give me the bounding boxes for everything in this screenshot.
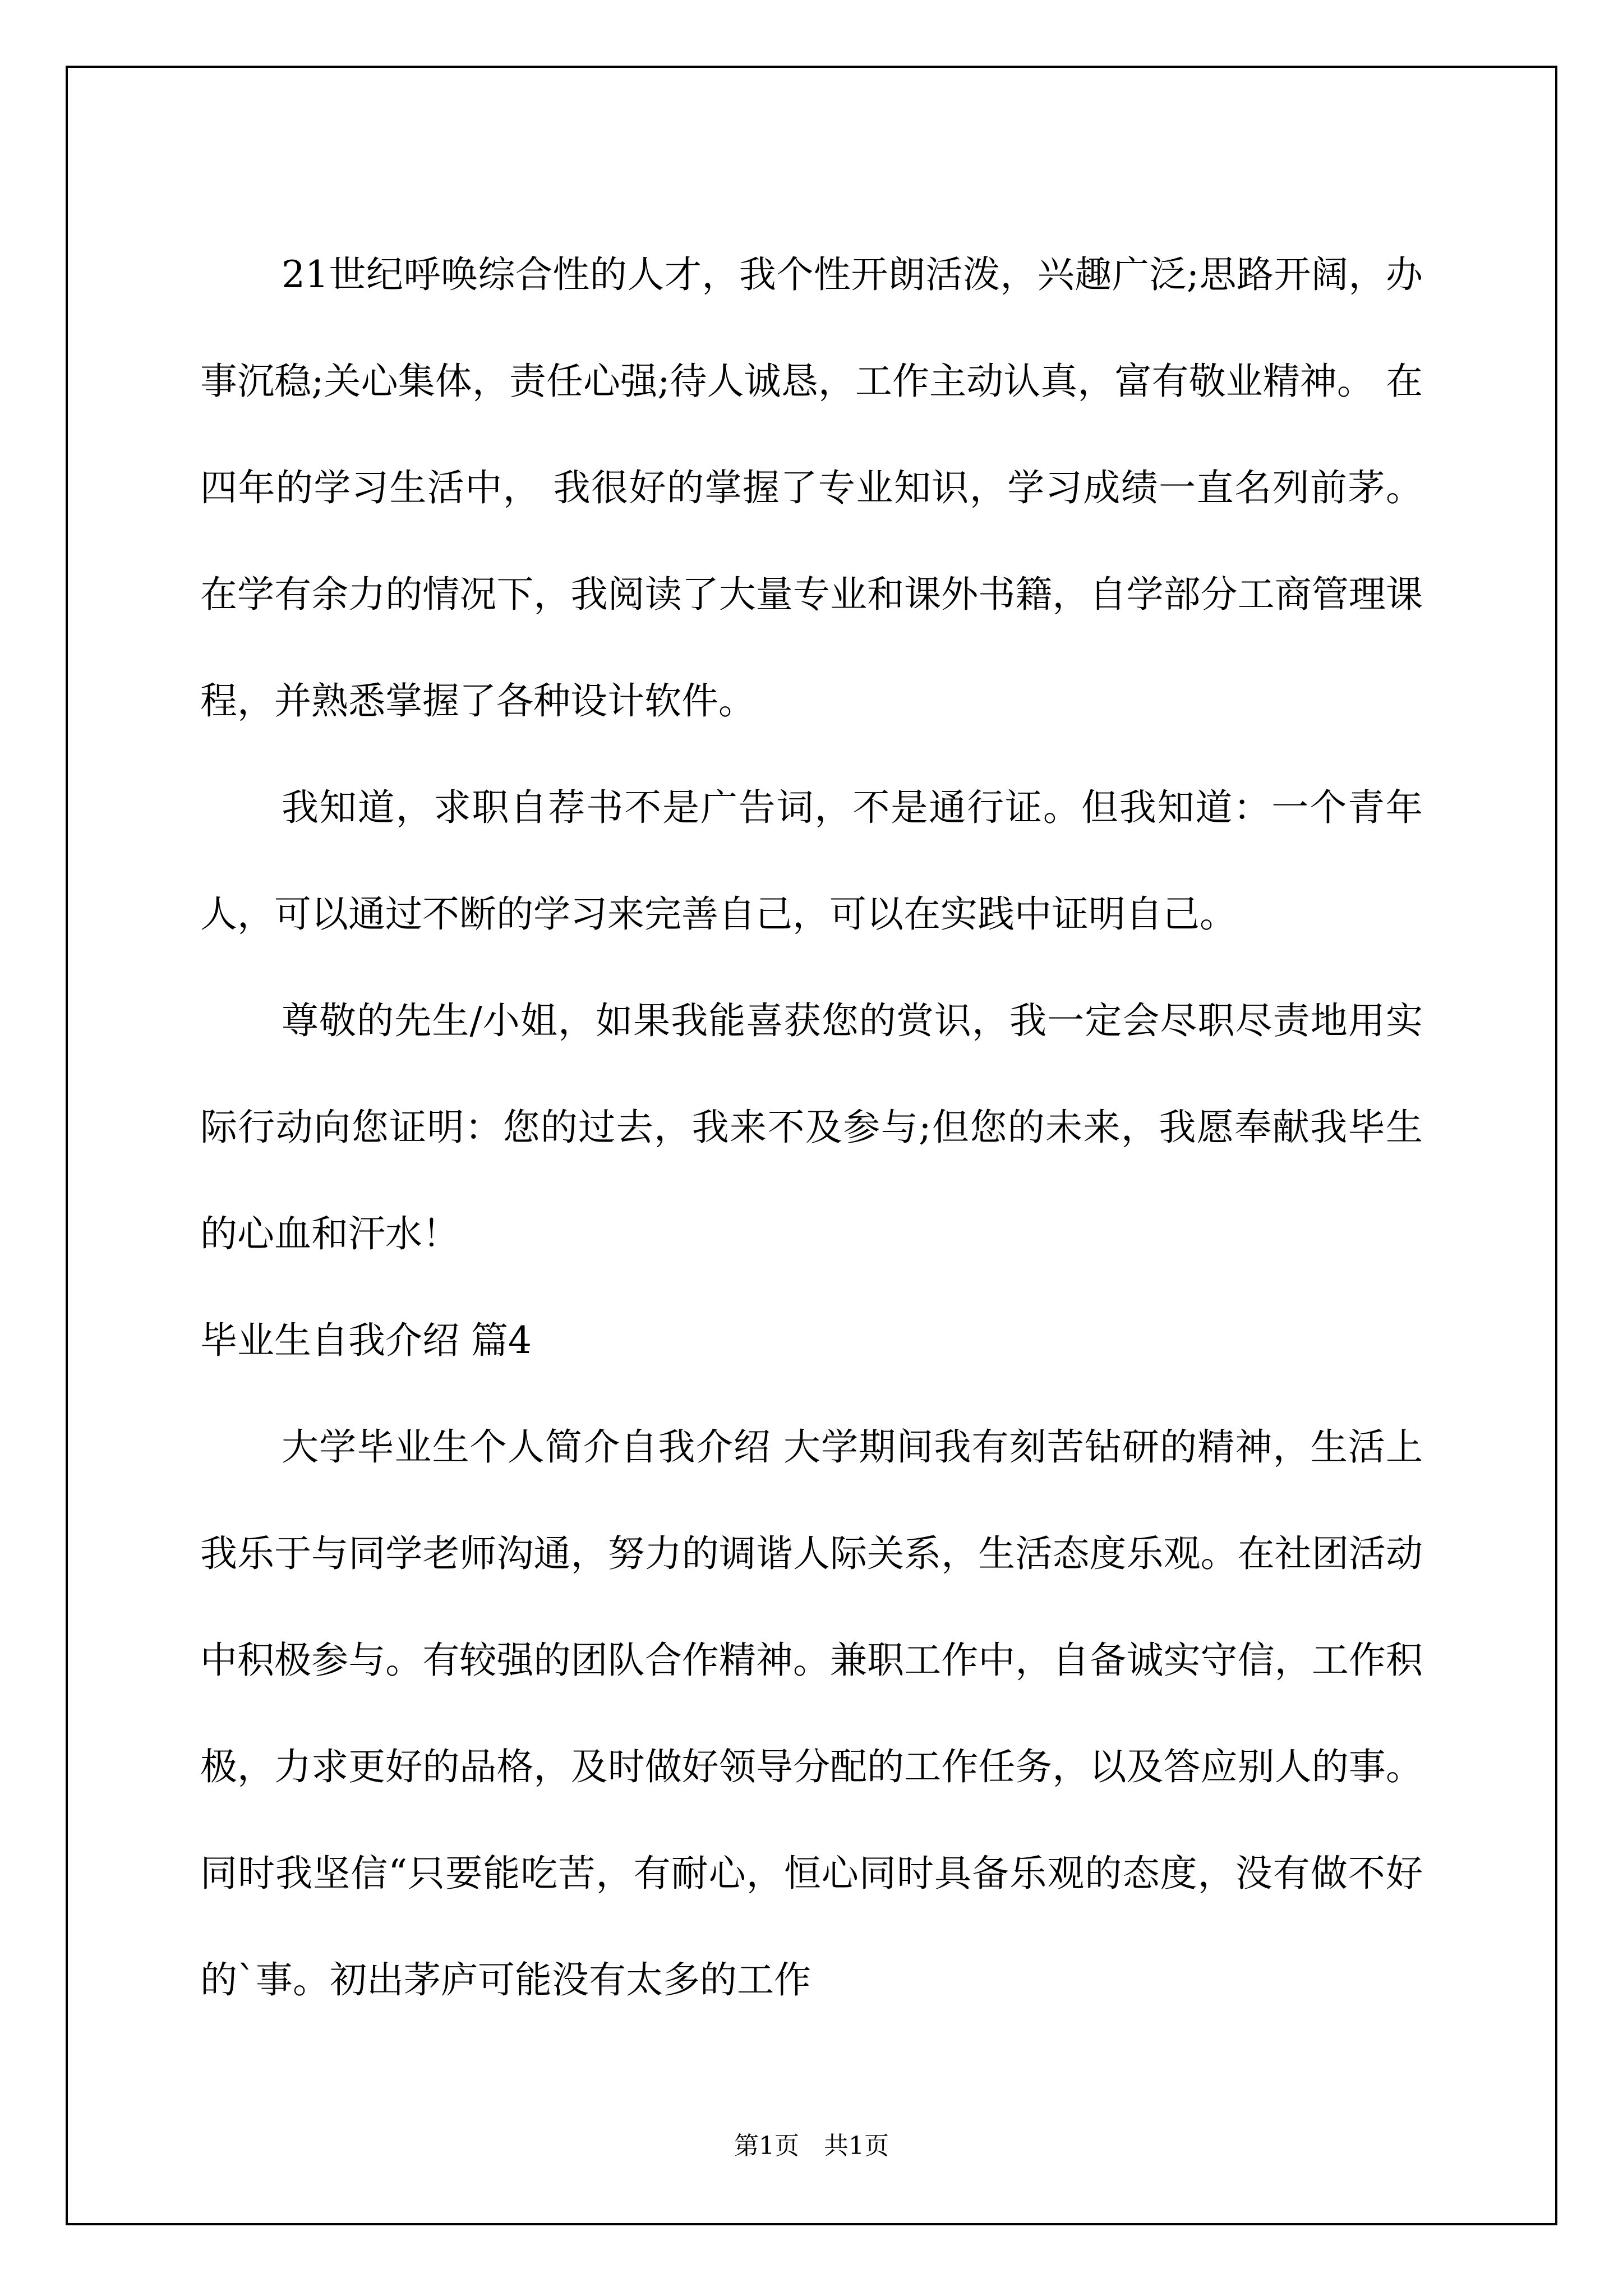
paragraph-2: 我知道，求职自荐书不是广告词，不是通行证。但我知道：一个青年人，可以通过不断的学习来完善自己，可以在实践中证明自己。 <box>200 786 1423 936</box>
page-number-footer: 第1页 共1页 <box>734 2132 889 2160</box>
paragraph-1: 21世纪呼唤综合性的人才，我个性开朗活泼，兴趣广泛;思路开阔，办事沉稳;关心集体，责任心强;待人诚恳，工作主动认真，富有敬业精神。 在四年的学习生活中， 我很好的掌握了专业知识，学习成绩一直名列前茅。在学有余力的情况下，我阅读了大量专业和课外书籍，自学部分工商管理课程，并熟悉掌握了各种设计软件。 <box>200 253 1423 723</box>
paragraph-4: 大学毕业生个人简介自我介绍 大学期间我有刻苦钻研的精神，生活上我乐于与同学老师沟通，努力的调谐人际关系，生活态度乐观。在社团活动中积极参与。有较强的团队合作精神。兼职工作中，自备诚实守信，工作积极，力求更好的品格，及时做好领导分配的工作任务，以及答应别人的事。同时我坚信“只要能吃苦，有耐心，恒心同时具备乐观的态度，没有做不好的`事。初出茅庐可能没有太多的工作 <box>200 1425 1423 2001</box>
paragraph-3: 尊敬的先生/小姐，如果我能喜获您的赏识，我一定会尽职尽责地用实际行动向您证明：您的过去，我来不及参与;但您的未来，我愿奉献我毕生的心血和汗水！ <box>200 999 1423 1255</box>
section-heading: 毕业生自我介绍 篇4 <box>200 1319 532 1362</box>
document-body <box>200 222 1423 2033</box>
